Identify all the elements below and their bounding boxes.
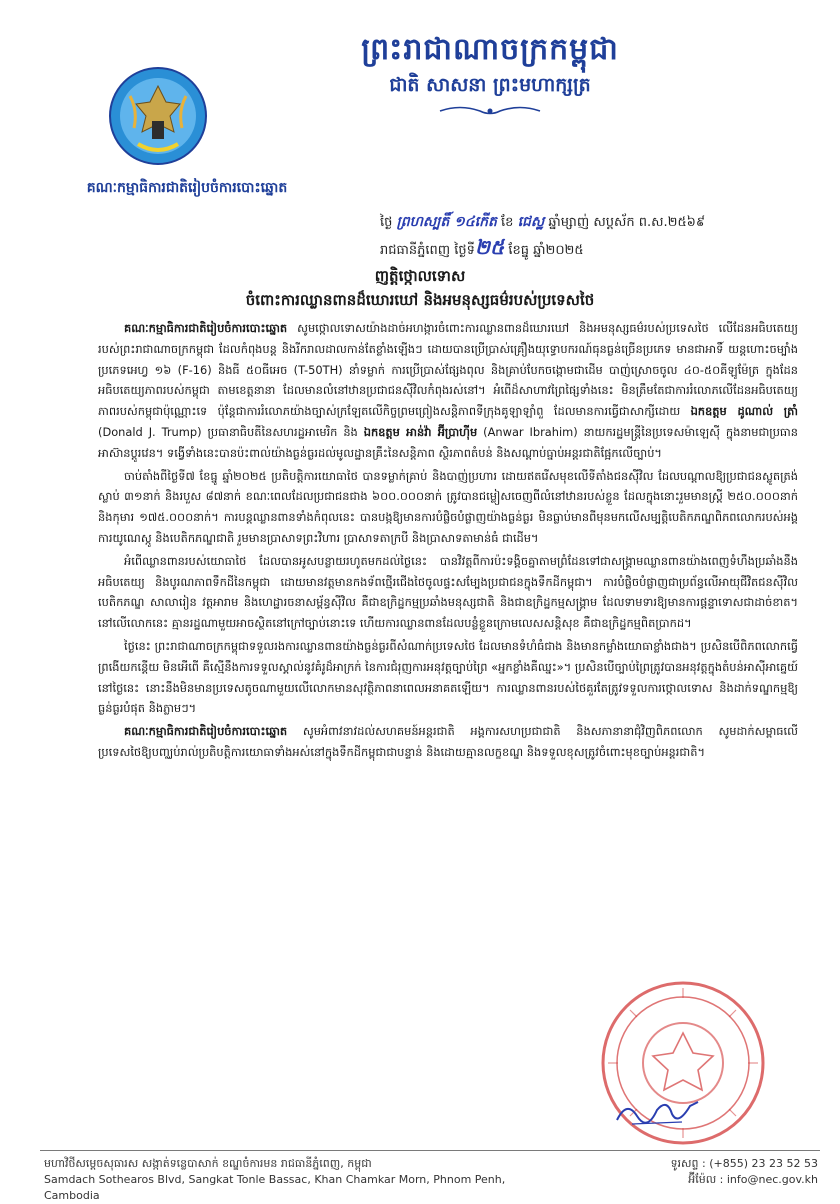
lunar-day-handwritten: ព្រហស្បតិ៍ ១៤កើត bbox=[396, 214, 497, 230]
signature-icon bbox=[612, 1092, 702, 1132]
paragraph-5-org: គណៈកម្មាធិការជាតិរៀបចំការបោះឆ្នោត bbox=[124, 724, 288, 739]
title-line-2: ចំពោះការឈ្លានពានដ៏ឃោរឃៅ និងអមនុស្សធម៌របស់ប្រទេសថៃ bbox=[245, 291, 595, 309]
paragraph-4: ថ្ងៃនេះ ព្រះរាជាណាចក្រកម្ពុជាទទួលរងការឈ្លានពានយ៉ាងធ្ងន់ធ្ងរពីសំណាក់ប្រទេសថៃ ដែលមានទំហំធំជាង និងមានកម្លាំងយោធាខ្លាំងជាង។ ប្រសិនបើពិភពលោកធ្វើព្រងើយកន្តើយ មិនអើពើ គឺស្មើនឹងការទទួលស្គាល់នូវគំរូដ៏អាក្រក់ នៃការជំរុញការអនុវត្តច្បាប់ព្រៃ «អ្នកខ្លាំងគឺឈ្នះ»។ ប្រសិនបើច្បាប់ព្រៃត្រូវបានអនុវត្តក្នុងតំបន់អាស៊ីអាគ្នេយ៍នៅថ្ងៃនេះ នោះនឹងមិនមានប្រទេសតូចណាមួយលើលោកមានសុវត្ថិភាពនាពេលអនាគតឡើយ។ ការឈ្លានពានរបស់ថៃគួរតែត្រូវទទួលការថ្កោលទោស និងដាក់ទណ្ឌកម្មឱ្យធ្ងន់ធ្ងរបំផុត និងភ្លាមៗ។ bbox=[98, 638, 798, 716]
lunar-date-line bbox=[380, 210, 800, 235]
phone-line bbox=[598, 1156, 818, 1172]
organization-name: គណៈកម្មាធិការជាតិរៀបចំការបោះឆ្នោត bbox=[86, 180, 288, 196]
phone-label: ទូរសព្ទ : bbox=[670, 1157, 706, 1170]
kingdom-title: ព្រះរាជាណាចក្រកម្ពុជា bbox=[361, 32, 619, 67]
paragraph-1-org: គណៈកម្មាធិការជាតិរៀបចំការបោះឆ្នោត bbox=[124, 321, 288, 335]
address-kh: មហាវិថីសម្តេចសុធារស សង្កាត់ទន្លេបាសាក់ ខណ្ឌចំការមន រាជធានីភ្នំពេញ, កម្ពុជា bbox=[44, 1157, 372, 1170]
email-line bbox=[598, 1172, 818, 1188]
flourish-ornament-icon bbox=[435, 104, 545, 118]
lunar-month-handwritten: ជេស្ឋ bbox=[517, 214, 545, 230]
footer-address bbox=[44, 1156, 564, 1204]
footer-divider bbox=[40, 1150, 820, 1151]
paragraph-5 bbox=[98, 721, 798, 763]
paragraph-1-part-b: ប្រធានាធិបតីនៃសហរដ្ឋអាមេរិក និង bbox=[207, 424, 358, 439]
national-motto: ជាតិ សាសនា ព្រះមហាក្សត្រ bbox=[389, 74, 591, 96]
anwar-name-kh: ឯកឧត្តម អាន់វ៉ា អ៊ីប្រាហ៊ីម bbox=[363, 424, 478, 439]
email-address: info@nec.gov.kh bbox=[726, 1173, 818, 1186]
title-line-1: ញត្តិថ្កោលទោស bbox=[374, 267, 466, 285]
trump-name-en: (Donald J. Trump) bbox=[98, 424, 202, 439]
email-label: អ៊ីម៉ែល : bbox=[688, 1173, 724, 1186]
address-en: Samdach Sothearos Blvd, Sangkat Tonle Bassac, Khan Chamkar Morn, Phnom Penh, Cambodia bbox=[44, 1173, 506, 1202]
gregorian-day-handwritten: ២៥ bbox=[474, 235, 505, 259]
footer-contact bbox=[598, 1156, 818, 1188]
statement-body bbox=[98, 318, 798, 765]
lunar-year: ឆ្នាំម្សាញ់ សប្តស័ក ព.ស.២៥៦៩ bbox=[548, 215, 706, 230]
gregorian-suffix: ខែធ្នូ ឆ្នាំ២០២៥ bbox=[508, 243, 584, 258]
paragraph-5-text: សូមអំពាវនាវដល់សហគមន៍អន្តរជាតិ អង្គការសហប្រជាជាតិ និងសភានានាជុំវិញពិភពលោក សូមដាក់សម្ពាធលើប្រទេសថៃឱ្យបញ្ឈប់រាល់ប្រតិបត្តិការយោធាទាំងអស់នៅក្នុងទឹកដីកម្ពុជាជាបន្ទាន់ និងដោយគ្មានលក្ខខណ្ឌ និងទទួលខុសត្រូវចំពោះមុខច្បាប់អន្តរជាតិ។ bbox=[98, 724, 798, 759]
kingdom-header bbox=[250, 30, 730, 118]
paragraph-1-part-c: នាយករដ្ឋមន្ត្រីនៃប្រទេសម៉ាឡេស៊ី ក្នុងនាមជាប្រធានអាស៊ានប្តូរវេន។ ទង្វើទាំងនេះបានប៉ះពាល់យ៉ាងធ្ងន់ធ្ងរដល់មូលដ្ឋានគ្រឹះនៃសន្តិភាព ស្ថិរភាពតំបន់ និងសណ្តាប់ធ្នាប់អន្តរជាតិផ្អែកលើច្បាប់។ bbox=[98, 424, 798, 460]
paragraph-2: ចាប់តាំងពីថ្ងៃទី៧ ខែធ្នូ ឆ្នាំ២០២៥ ប្រតិបត្តិការយោធាថៃ បានទម្លាក់គ្រាប់ និងបាញ់ប្រហារ ដោយឥតរើសមុខលើទីតាំងជនស៊ីវិល ដែលបណ្តាលឱ្យប្រជាជនស្លូតត្រង់ស្លាប់ ៣១នាក់ និងរបួស ៨៧នាក់ ខណៈពេលដែលប្រជាជនជាង ៦០០.០០០នាក់ ត្រូវបានជម្លៀសចេញពីលំនៅឋានរបស់ខ្លួន ដែលក្នុងនោះរួមមានស្ត្រី ២៥០.០០០នាក់ និងកុមារ ១៧៥.០០០នាក់។ ការបន្តឈ្លានពានទាំងកំពុលនេះ បានបង្កឱ្យមានការបំផ្លិចបំផ្លាញយ៉ាងធ្ងន់ធ្ងរ មិនធ្លាប់មានពីមុនមកលើសម្បត្តិបេតិកភណ្ឌពិភពលោករបស់អង្គការយូណេស្កូ និងបេតិកភណ្ឌជាតិ រួមមានប្រាសាទព្រះវិហារ ប្រាសាទតាក្របី និងប្រាសាទតាមាន់ធំ ជាដើម។ bbox=[98, 468, 798, 545]
gregorian-date-line bbox=[380, 235, 800, 263]
lunar-month-label: ខែ bbox=[501, 215, 514, 230]
paragraph-3: អំពើឈ្លានពានរបស់យោធាថៃ ដែលបានអូសបន្លាយរហូតមកដល់ថ្ងៃនេះ បានវិវត្តពីការប៉ះទង្គិចគ្នាតាមព្រំដែនទៅជាសង្គ្រាមឈ្លានពានយ៉ាងពេញទំហឹងប្រឆាំងនឹងអធិបតេយ្យ និងបូរណភាពទឹកដីនៃកម្ពុជា ដោយមានវត្តមានកងទ័ពថ្មើរជើងថៃចូលផ្ទះសម្បែងប្រជាជនក្នុងទឹកដីកម្ពុជា។ ការបំផ្លិចបំផ្លាញជាប្រព័ន្ធលើអាយុជីវិតជនស៊ីវិល បេតិកភណ្ឌ សាលារៀន វត្តអារាម និងហេដ្ឋារចនាសម្ព័ន្ធស៊ីវិល គឺជាឧក្រិដ្ឋកម្មប្រឆាំងមនុស្សជាតិ និងជាឧក្រិដ្ឋកម្មសង្គ្រាម ដែលទាមទារឱ្យមានការផ្តន្ទាទោសជាដាច់ខាត។ នៅលើលោកនេះ គ្មានរដ្ឋណាមួយអាចស្ថិតនៅក្រៅច្បាប់នោះទេ ហើយការឈ្លានពានដែលបន្លំខ្លួនក្រោមលេសសន្តិសុខ គឺជាឧក្រិដ្ឋកម្មពិតប្រាកដ។ bbox=[98, 553, 798, 631]
statement-title bbox=[90, 264, 750, 312]
date-block bbox=[380, 210, 800, 263]
lunar-prefix: ថ្ងៃ bbox=[380, 215, 393, 230]
nec-emblem-icon bbox=[108, 66, 208, 166]
phone-number: (+855) 23 23 52 53 bbox=[709, 1157, 818, 1170]
trump-name-kh: ឯកឧត្តម ដូណាល់ ត្រាំ bbox=[690, 404, 798, 419]
anwar-name-en: (Anwar Ibrahim) bbox=[483, 424, 578, 439]
paragraph-1-part-a: សូមថ្កោលទោសយ៉ាងដាច់អហង្ការចំពោះការឈ្លានពានដ៏ឃោរឃៅ និងអមនុស្សធម៌របស់ប្រទេសថៃ លើដែនអធិបតេយ្យរបស់ព្រះរាជាណាចក្រកម្ពុជា ដែលកំពុងបន្ត និងរីករាលដាលកាន់តែខ្លាំងឡើងៗ ដោយបានប្រើប្រាស់គ្រឿងយុទ្ធោបករណ៍ធុនធ្ងន់ច្រើនប្រភេទ មានជាអាទិ៍ យន្តហោះចម្បាំងប្រភេទអេហ្វ ១៦ (F-16) និងធី ៥០ធីអេច (T-50TH) នាំទម្លាក់ ការប្រើប្រាស់ផ្សែងពុល និងគ្រាប់បែកចង្កោមជាដើម បាញ់ស្រោចចូល ៤០-៥០គីឡូម៉ែត្រ ក្នុងដែនអធិបតេយ្យភាពរបស់កម្ពុជា តាមខេត្តនានា ដែលមានលំនៅឋានប្រជាជនស៊ីវិលកំពុងរស់នៅ។ អំពើដ៏សាហាវព្រៃផ្សៃទាំងនេះ មិនត្រឹមតែជាការរំលោភលើដែនអធិបតេយ្យភាពរបស់កម្ពុជាប៉ុណ្ណោះទេ ប៉ុន្តែជាការរំលោភយ៉ាងច្បាស់ក្រឡែតលើកិច្ចព្រមព្រៀងសន្តិភាពទីក្រុងគូឡាឡាំពួ ដែលមានការធ្វើជាសាក្សីដោយ bbox=[98, 321, 798, 419]
paragraph-1 bbox=[98, 318, 798, 464]
gregorian-prefix: រាជធានីភ្នំពេញ ថ្ងៃទី bbox=[380, 243, 475, 258]
